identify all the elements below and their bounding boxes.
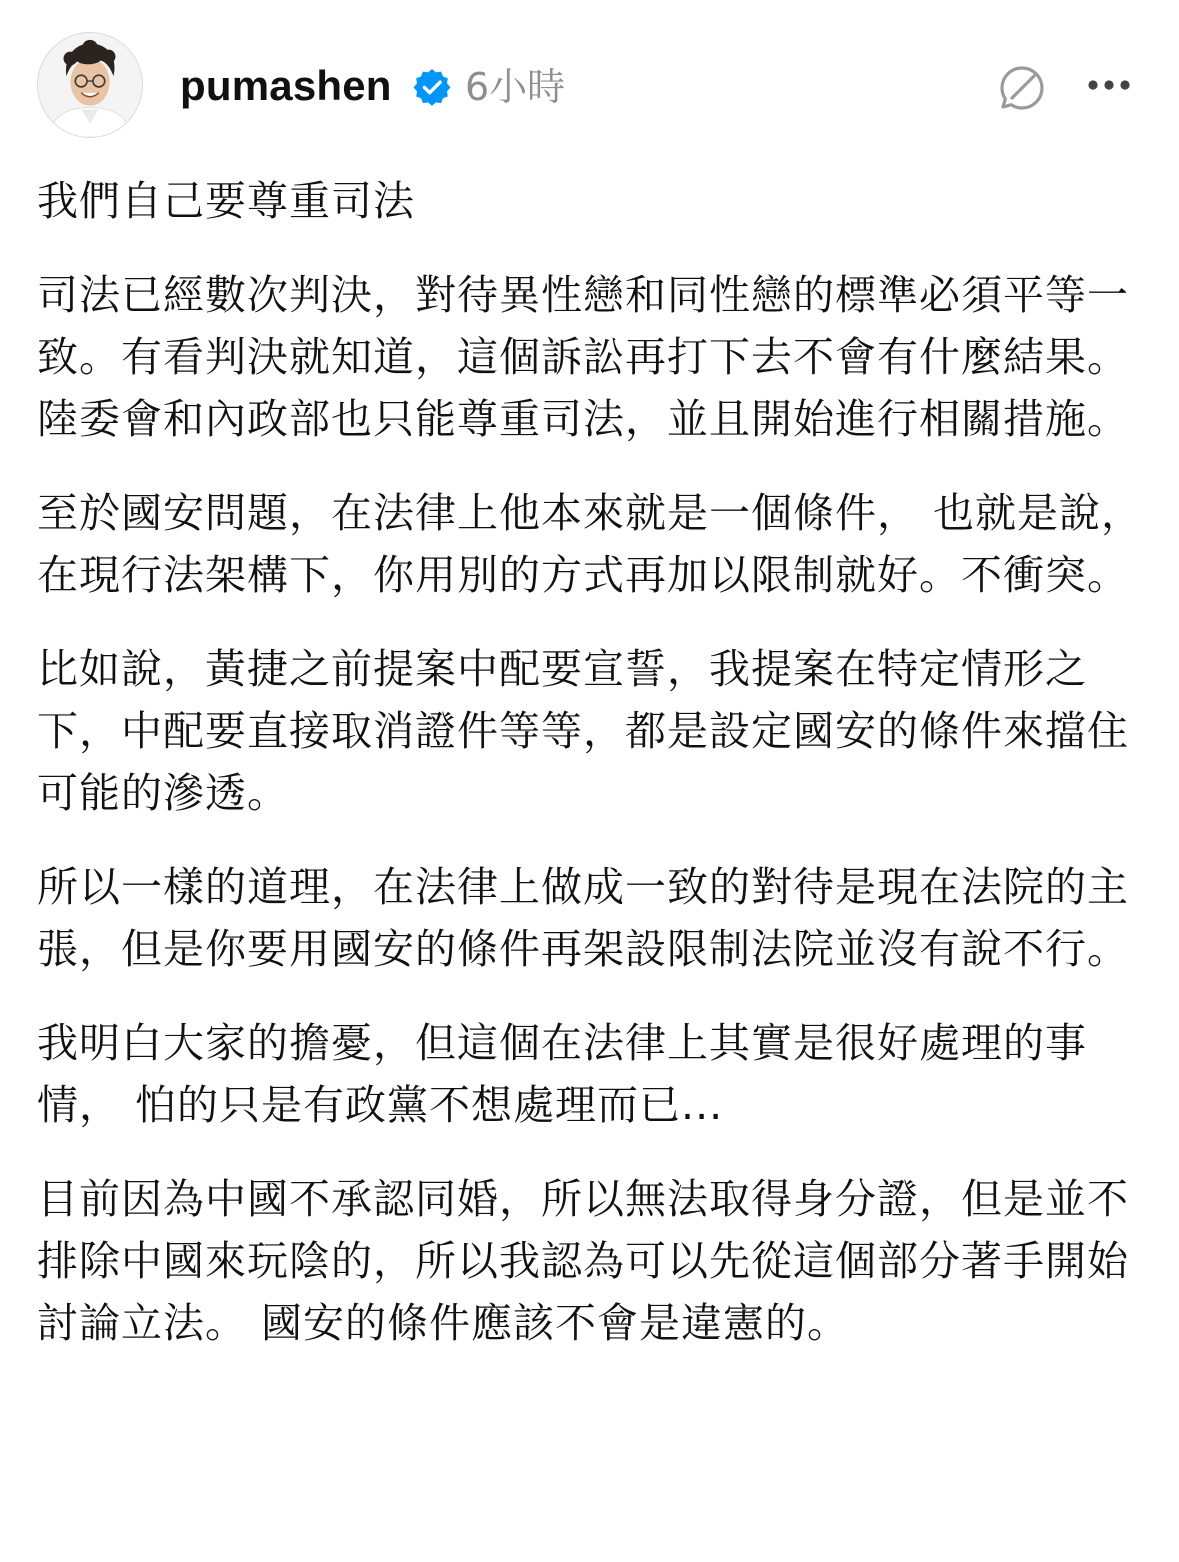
no-replies-icon[interactable] <box>998 64 1046 112</box>
avatar-image <box>38 33 142 137</box>
post-paragraph: 目前因為中國不承認同婚，所以無法取得身分證，但是並不排除中國來玩陰的，所以我認為可以先從這個部分著手開始討論立法。 國安的條件應該不會是違憲的。 <box>37 1175 1129 1347</box>
avatar[interactable] <box>37 32 143 138</box>
username[interactable]: pumashen <box>180 62 392 109</box>
post-paragraph: 司法已經數次判決，對待異性戀和同性戀的標準必須平等一致。有看判決就知道，這個訴訟再打下去不會有什麼結果。陸委會和內政部也只能尊重司法，並且開始進行相關措施。 <box>37 271 1129 443</box>
more-options-icon[interactable] <box>1086 72 1132 98</box>
post-body <box>37 170 1147 1354</box>
post-paragraph: 我們自己要尊重司法 <box>37 177 415 225</box>
post-paragraph: 至於國安問題，在法律上他本來就是一個條件， 也就是說，在現行法架構下，你用別的方式再加以限制就好。不衝突。 <box>37 489 1144 599</box>
post-timestamp: 6小時 <box>465 65 566 109</box>
verified-badge-icon <box>413 68 451 106</box>
post-paragraph: 比如說，黃捷之前提案中配要宣誓，我提案在特定情形之下，中配要直接取消證件等等，都是設定國安的條件來擋住可能的滲透。 <box>37 645 1129 817</box>
post-paragraph: 我明白大家的擔憂，但這個在法律上其實是很好處理的事情， 怕的只是有政黨不想處理而已... <box>37 1019 1087 1129</box>
post-header <box>0 0 1179 150</box>
post-paragraph: 所以一樣的道理，在法律上做成一致的對待是現在法院的主張，但是你要用國安的條件再架設限制法院並沒有說不行。 <box>37 863 1129 973</box>
